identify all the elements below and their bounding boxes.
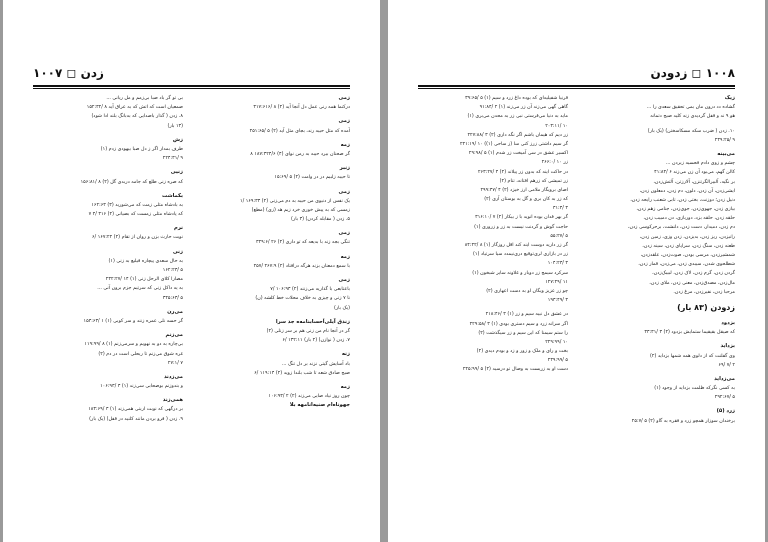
- entry-line: نا ۷ زنی و چیزی به خلاف محلات خط کلشه (ن): [255, 296, 350, 302]
- entry-headword: بزدود: [721, 319, 735, 326]
- entry-line: ۵ /۳۴۵:۶۳: [162, 295, 183, 301]
- entry-line: که صره زنی طلع که جامه دربدی گل (۲) ۸ /۱۵۶:۸۱: [80, 179, 183, 185]
- entry-line: دست او به زربست به وصال تو درسید (۲) ۵ /۲۴۵:۹۹: [462, 367, 568, 373]
- entry-headword: می‌زداید: [714, 375, 735, 382]
- entry-line: غره شوق می‌زنم تا ربحلی است در دم (۲): [98, 351, 183, 357]
- entry-headword: زمی: [338, 118, 350, 125]
- entry-line: ۱۰. زدن ( ضرب سکه مسکاسختن) (یک بار): [647, 128, 735, 134]
- entry-line: بر نگیه، آلبیرالگرتنزن، آلارزتن، آلتش‌زدن،: [653, 179, 735, 185]
- entry-headword: همی‌زند: [162, 397, 183, 404]
- left-running-head: زدن ◻ ۱۰۰۷: [33, 66, 104, 80]
- entry-line: مصارا کلای الرحل زنی (۱) ۱۴ /۲۳۲:۲۷: [105, 277, 183, 283]
- entry-headword: زنبر: [339, 165, 350, 172]
- entry-line: ۷. زدن ( نوازن) (۲ بار) ۱۳۲:۱۱ /۶: [282, 338, 350, 344]
- entry-line: چشم و زوی دادم فحسیه زبردن ...: [665, 161, 735, 167]
- entry-line: به یه داکل زنی که سرتیم جزم برون آنی ...: [97, 286, 183, 292]
- entry-line: اکسیر عشق در سی آمیخت زر شدم (۱) ۵ /۲۹:۹۸: [468, 151, 568, 157]
- entry-line: سرکرد سیمج زر دوبار و غلاونه سایر شبخون (۱): [472, 270, 568, 276]
- entry-line: که صیقل بقیقیما ستمایش بزدود (۲) ۳ /۳۳:۳۱: [644, 330, 735, 336]
- entry-line: قرنیا شفیلیه‌ای که بوده داغ زرد و سیم (۱) ۵ /۳۹:۶۵: [465, 96, 568, 101]
- entry-line: دم زدن، دمیدار، دست زدن، دلنشت، برحرکوسی زدن،: [627, 225, 735, 231]
- entry-line: مرحبا زدن، نفیرزدن، مرغ زدن.: [673, 289, 735, 295]
- entry-line: آمده که مثل حیبه رند، بجای مثل آید (۲) ۵ /۲۵۱:۶۵: [249, 128, 350, 134]
- entry-line: در حاکت اینه که بدون زر پیلاند (۲) ۴ /۲۶۳:۲۷: [477, 169, 568, 175]
- entry-line: گاهی گهی می‌زند آن زر می‌زند (۱) ۲ /۹۱:۸۴: [479, 105, 568, 111]
- entry-headword: زرد (۵): [716, 408, 735, 415]
- entry-line: طرف بمدار اگر ز دل صبا بیهودی زدم (۱): [100, 146, 183, 152]
- entry-line: ۹ /۲۳۹:۲۵: [714, 137, 735, 143]
- entry-line: طعنه زدن، سنگ زدن، سراپای زدن، سینه زدن،: [642, 243, 735, 249]
- right-page-header: [418, 66, 735, 88]
- entry-line: دنیل زدن؛ دوزنت، بختی زدن، تابی شعنب رایحه زدن،: [630, 197, 735, 203]
- entry-line: ۳ /۱۰۴:۲۳: [547, 261, 568, 267]
- entry-line: ۳ /۳۱:۳: [552, 206, 568, 212]
- entry-line: صبح صادق شعه تا شب بلندا زوید (۲) ۱۱۹:۱۴ /۶: [254, 370, 350, 376]
- right-running-head: ۱۰۰۸ ◻ زدودن: [650, 66, 735, 80]
- entry-headword: می‌زنم: [165, 332, 183, 339]
- entry-line: زر در بازاری لری‌توقیع دری‌نیمدد سیا سرتیاد (۱): [473, 252, 568, 258]
- entry-line: باعتابعی با گذاریه می‌زنند (۲) ۱۰۶:۹۳ /۷: [270, 287, 350, 293]
- entry-line: را ستم سیمنا که این سیم و زر سیگذشت (۲): [478, 330, 568, 336]
- entry-line: گر سیم داشتی زرز کنی سا (ز ساحی (۱)) ۱۰ /۲۴۱:۱۹: [459, 141, 568, 147]
- entry-line: بی‌چاره به دو به نهویم و سرمی‌زنم (۱) ۸ /۱۱۹:۹۹: [84, 342, 183, 348]
- entry-line: شمشیرزدن، مرسی بودن، صوت‌زدن، علقدزدن،: [640, 253, 735, 258]
- entry-line: یک نفس از دنیوی من حیبه به دم می‌زنی (۲) ۱۶۹:۳۳ /۱: [239, 198, 350, 204]
- entry-headword: زمی: [338, 230, 350, 237]
- entry-line: رانیزدن، ریز زدن، بدیزدن، زدن وزی، زمین زدن،: [639, 234, 735, 240]
- entry-headword: زنه: [341, 351, 350, 358]
- entry-line: زر تمیشی که زرهم افتانه، تنام (۲): [499, 178, 568, 184]
- entry-line: تنگی بجه زند با بدیعه که تو داری (۲) ۲۶ /۳۲۹:۶: [256, 240, 350, 246]
- entry-line: هو ۹ ند و قفل گردیدی زنه کلید صبح دتمانه: [650, 114, 735, 120]
- header-rule-thin: [33, 88, 350, 89]
- entry-line: گر صحنان بیرد حیبه به رمن نوای (۴) ۱۸۷:۳۲۴/۶ ۸: [250, 151, 350, 157]
- entry-line: ۳ /۱۹۳:۴۹: [547, 298, 568, 304]
- entry-line: ۲ /۷ /۶۹: [718, 362, 735, 368]
- entry-line: و بندوزنم بوصحابی سی‌زند (۱) ۳ /۱۰۶:۹۳: [100, 384, 183, 390]
- entry-line: ۱۰ /۲۲۹:۹۹: [545, 339, 568, 345]
- entry-line: کالن گهم، می‌بود آن زن می‌زند ۶ /۴۱:۸۴: [654, 170, 735, 176]
- entry-headword: زمه: [340, 141, 350, 148]
- entry-line: ۷ /۲۷:۱: [167, 360, 183, 366]
- entry-headword: زیک: [724, 95, 735, 101]
- right-page-column-left: [418, 94, 568, 524]
- entry-line: زر دیم که هیمان باشم اگر نگه داری (۲) ۳ /۲۲۷:۸۸: [467, 132, 568, 138]
- entry-line: که پادشاه مثلی زمست که بصیانی (۲) ۳۱۶ /۴ ۷: [88, 212, 183, 218]
- entry-headword: زنی: [172, 248, 183, 255]
- entry-line: ۸. زدن ( گذار باصدایی که به‌بانگ بلند ادا شود): [91, 114, 183, 120]
- entry-line: درکنما همه رنی عمل دل آنجا آید (۲) ۸ /۳۱۷:۶۱۶: [253, 105, 350, 111]
- entry-line: اصای برویگار ملامی ارز خیزد (۲) ۴ /۲۹۹:۴۷: [480, 187, 568, 193]
- entry-line: زمسی که به پیش خوری خرد زیم هد (زی) (مطع): [251, 207, 350, 213]
- entry-line: با سمع دمعنان بزند هرگه درافتاد (۲) ۲۶۷:۹ /۲۵۷: [253, 263, 350, 269]
- entry-headword: بکماشت: [162, 192, 183, 199]
- entry-headword: زمه: [340, 383, 350, 390]
- entry-headword: زش: [172, 136, 183, 143]
- entry-headword: بزداید: [720, 343, 735, 350]
- entry-line: ۱۱ /۱۲۷:۴۹: [545, 279, 568, 285]
- entry-line: ۵ /۲۳۹:۹۹: [547, 358, 568, 364]
- entry-line: که زر به کان بری و گل به بوستان آری (۲): [484, 197, 568, 203]
- entry-line: گر زر دارید دوست ایند کند اقل روزگار (۱) ۸ /۸۴:۴۲: [464, 243, 568, 248]
- left-page: [3, 0, 380, 542]
- header-rule: [418, 85, 735, 87]
- entry-line: ۵ /۵۵:۲۷: [550, 233, 568, 239]
- entry-line: به کسی نگرکه ظلمت بزداید از وجود (۱): [654, 386, 735, 392]
- right-page: [388, 0, 765, 542]
- entry-line: در عشق دل نبیه سیم و زر (۱) ۳ /۲۱۸:۴۶: [485, 312, 568, 318]
- entry-line: صمعیان است که اتش که به عراق آید ۸ /۱۵۲:۳۲: [86, 105, 183, 111]
- entry-line: ۹ /۲۲۴:۳۱: [162, 156, 183, 162]
- entry-headword: زندق آیلی‌اَحسابنامه‌ه جد سرا: [275, 318, 350, 325]
- left-page-header: [33, 66, 350, 88]
- entry-line: نوبت حارث بزن و روان از تقام (۲) ۱۶۷:۲۲ /۶: [91, 235, 183, 241]
- entry-line: تا حیبه زلبیم در در وامت (۲) ۵ /۱۵:۶۹: [274, 175, 350, 181]
- entry-line: ۵. زدن ( مقابله کردن) (۳ بار): [291, 217, 350, 223]
- header-rule-thin: [418, 88, 735, 89]
- entry-line: حلقه زدن، حلقه بزد، دوربازی، دن دمبیب زدن،: [643, 216, 735, 222]
- entry-line: اگر سرانه زرد و سیم دستری بودی (۱) ۳ /۲۲۹:۵۸: [469, 321, 568, 327]
- entry-line: (یک بار): [333, 305, 350, 311]
- entry-headword: می‌بینه: [717, 150, 735, 157]
- entry-line: ۱۰ /۲۰۳:۱۱: [545, 123, 568, 129]
- entry-line: مال‌زدن، مصدق‌زدن، معنی زدن، ملای زدن،: [649, 280, 735, 286]
- entry-line: برخندان سوزار همچو زرد و فقره به گاو (۲) ۵ /۲۵:۷: [631, 418, 735, 424]
- entry-line: چون روز نیاد صایی می‌زند (۲) ۲ /۱۰۶:۹۳: [268, 394, 350, 400]
- entry-line: بی تو گر باد صبا بی‌زمم و مل ریانی ...: [106, 96, 183, 101]
- entry-line: گر در آنجا نام من زنی هم بر سر زنلی (۲): [266, 328, 350, 334]
- entry-headword: می‌رن: [167, 308, 183, 315]
- left-page-column-right: [200, 94, 350, 524]
- entry-headword: نرم: [174, 225, 183, 232]
- entry-line: گر حسه نلی عمره زنند و سر کوبی (۱) ۱ /۱۵۴:۶۳: [83, 318, 183, 324]
- entry-headword: زمی: [338, 277, 350, 283]
- entry-line: ماید به دنیا می‌فرستی نبی زر به محدن می‌بری (۱): [467, 114, 568, 120]
- entry-line: به بادشاه مثلی زمت که می‌شورید (۳) ۱۶۲:۶۳: [91, 202, 183, 208]
- entry-line: چو زر عزیز ویگان او به دست اعهاری (۲): [486, 288, 568, 294]
- section-heading: زدودن (۸۳ بار): [677, 302, 735, 312]
- entry-line: ایشی‌زدن، آن زدن، دلون، دم زدن، دمعلون زدن،: [639, 188, 735, 194]
- entry-line: بر درگهی که نوبت اربتی همی‌زند (۱) ۳ /۱۸۳:۶۹: [88, 407, 183, 413]
- entry-line: به حال سعدی پیچاره فیلیع به زنی (۱): [108, 258, 183, 264]
- entry-headword: جهوناه‌ام صنیه‌انامهه بلا: [289, 402, 350, 409]
- entry-line: گشاده دد درون مان بمی تحقیق سعدی را ...: [646, 105, 735, 111]
- entry-line: گردن زدن، گرم زدن، لاک زدن، لبیبک‌زدن،: [652, 271, 735, 277]
- entry-line: بخت و رای و ملک و زور و زد و بودم دیدی (۲): [476, 349, 568, 355]
- entry-headword: زمه: [340, 253, 350, 260]
- entry-line: وی گفلنت که از دلوی همه شمها بزداید (۲): [649, 353, 735, 359]
- left-page-column-left: [33, 94, 183, 524]
- entry-headword: می‌زدند: [163, 373, 183, 380]
- entry-line: حاجت گوش و گردنت نیست به زر و زروری (۱): [474, 224, 568, 230]
- entry-line: باد آسایش گیتی نزند بر دل تنگ ...: [281, 361, 350, 367]
- entry-line: بیازی زدن، جهوی‌زدن، جوی‌زدن، جنامی زهم زدن،: [636, 207, 735, 213]
- header-rule: [33, 85, 350, 87]
- right-page-column-right: [585, 94, 735, 524]
- entry-line: شطلحوی شدن، سیبدی زدن، می‌زدن، قمار زدن،: [638, 262, 735, 268]
- entry-line: گر بهر فدان بوده انوید با ز بیکار (۲) ۷ /۳۱۶:۱۰: [475, 215, 568, 221]
- entry-line: ۹. زدن ( فرو بردن مانند کلنید در قفل) (یک بار): [89, 416, 183, 422]
- entry-headword: زمی: [338, 95, 350, 101]
- entry-line: ۵ /۲۹۲:۶۷: [714, 395, 735, 401]
- entry-headword: زمی: [338, 188, 350, 195]
- entry-line: ۵ /۱۶۲:۲۳: [162, 268, 183, 273]
- entry-line: (۱۳ بار): [167, 123, 183, 129]
- entry-headword: زنیی: [170, 169, 183, 176]
- entry-line: زر ۱۰ /۲۶۶:۰: [541, 160, 568, 166]
